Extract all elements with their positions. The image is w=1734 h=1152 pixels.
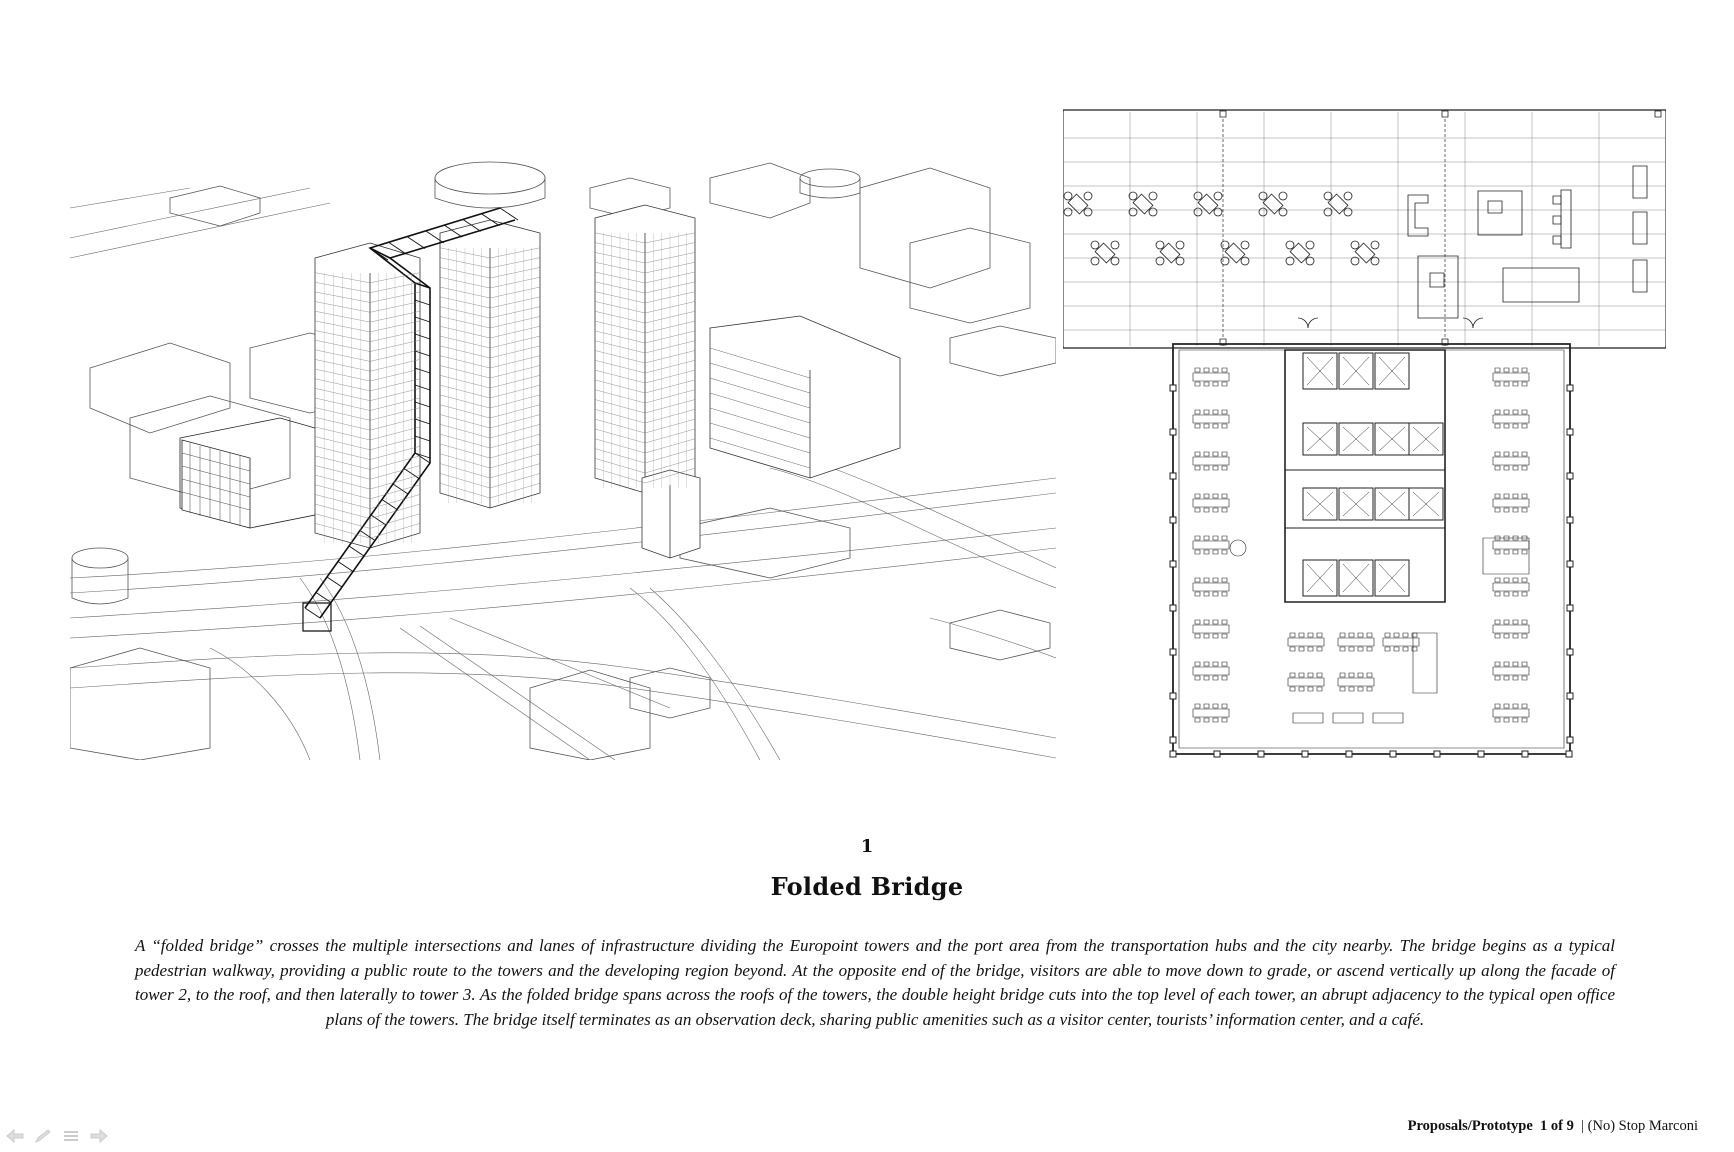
footer-page: 1 of 9 (1540, 1118, 1574, 1134)
footer-section: Proposals/Prototype (1407, 1118, 1533, 1134)
back-arrow-icon[interactable] (6, 1128, 24, 1142)
floor-plan-drawing (1063, 108, 1666, 760)
footer-separator: | (1581, 1118, 1585, 1134)
parking-structure (710, 316, 900, 478)
page-footer (1408, 1118, 1698, 1135)
pen-icon[interactable] (34, 1128, 52, 1142)
tower-3 (595, 205, 695, 493)
tower-floor-plate (1170, 318, 1573, 757)
figure-title: Folded Bridge (770, 872, 964, 901)
observation-deck-plan (1063, 110, 1666, 348)
slide-navigation (6, 1128, 108, 1142)
aerial-axonometric-drawing (70, 148, 1056, 760)
forward-arrow-icon[interactable] (90, 1128, 108, 1142)
tower-1 (315, 243, 420, 548)
menu-icon[interactable] (62, 1128, 80, 1142)
footer-project: (No) Stop Marconi (1587, 1118, 1698, 1134)
figure-number: 1 (860, 836, 874, 857)
figure-description: A “folded bridge” crosses the multiple intersections and lanes of infrastructure dividing the Europoint towers and the port area from the transportation hubs and the city nearby. The bridge begins as a typical pedestrian walkway, providing a public route to the towers and the developing region beyond. At the opposite end of the bridge, visitors are able to move down to grade, or ascend vertically up along the facade of tower 2, to the roof, and then laterally to tower 3. As the folded bridge spans across the roofs of the towers, the double height bridge cuts into the top level of each tower, an abrupt adjacency to the typical open office plans of the towers. The bridge itself terminates as an observation deck, sharing public amenities such as a visitor center, tourists’ information center, and a café. (135, 936, 1615, 1029)
small-tower (642, 470, 700, 558)
tower-2 (440, 220, 540, 508)
